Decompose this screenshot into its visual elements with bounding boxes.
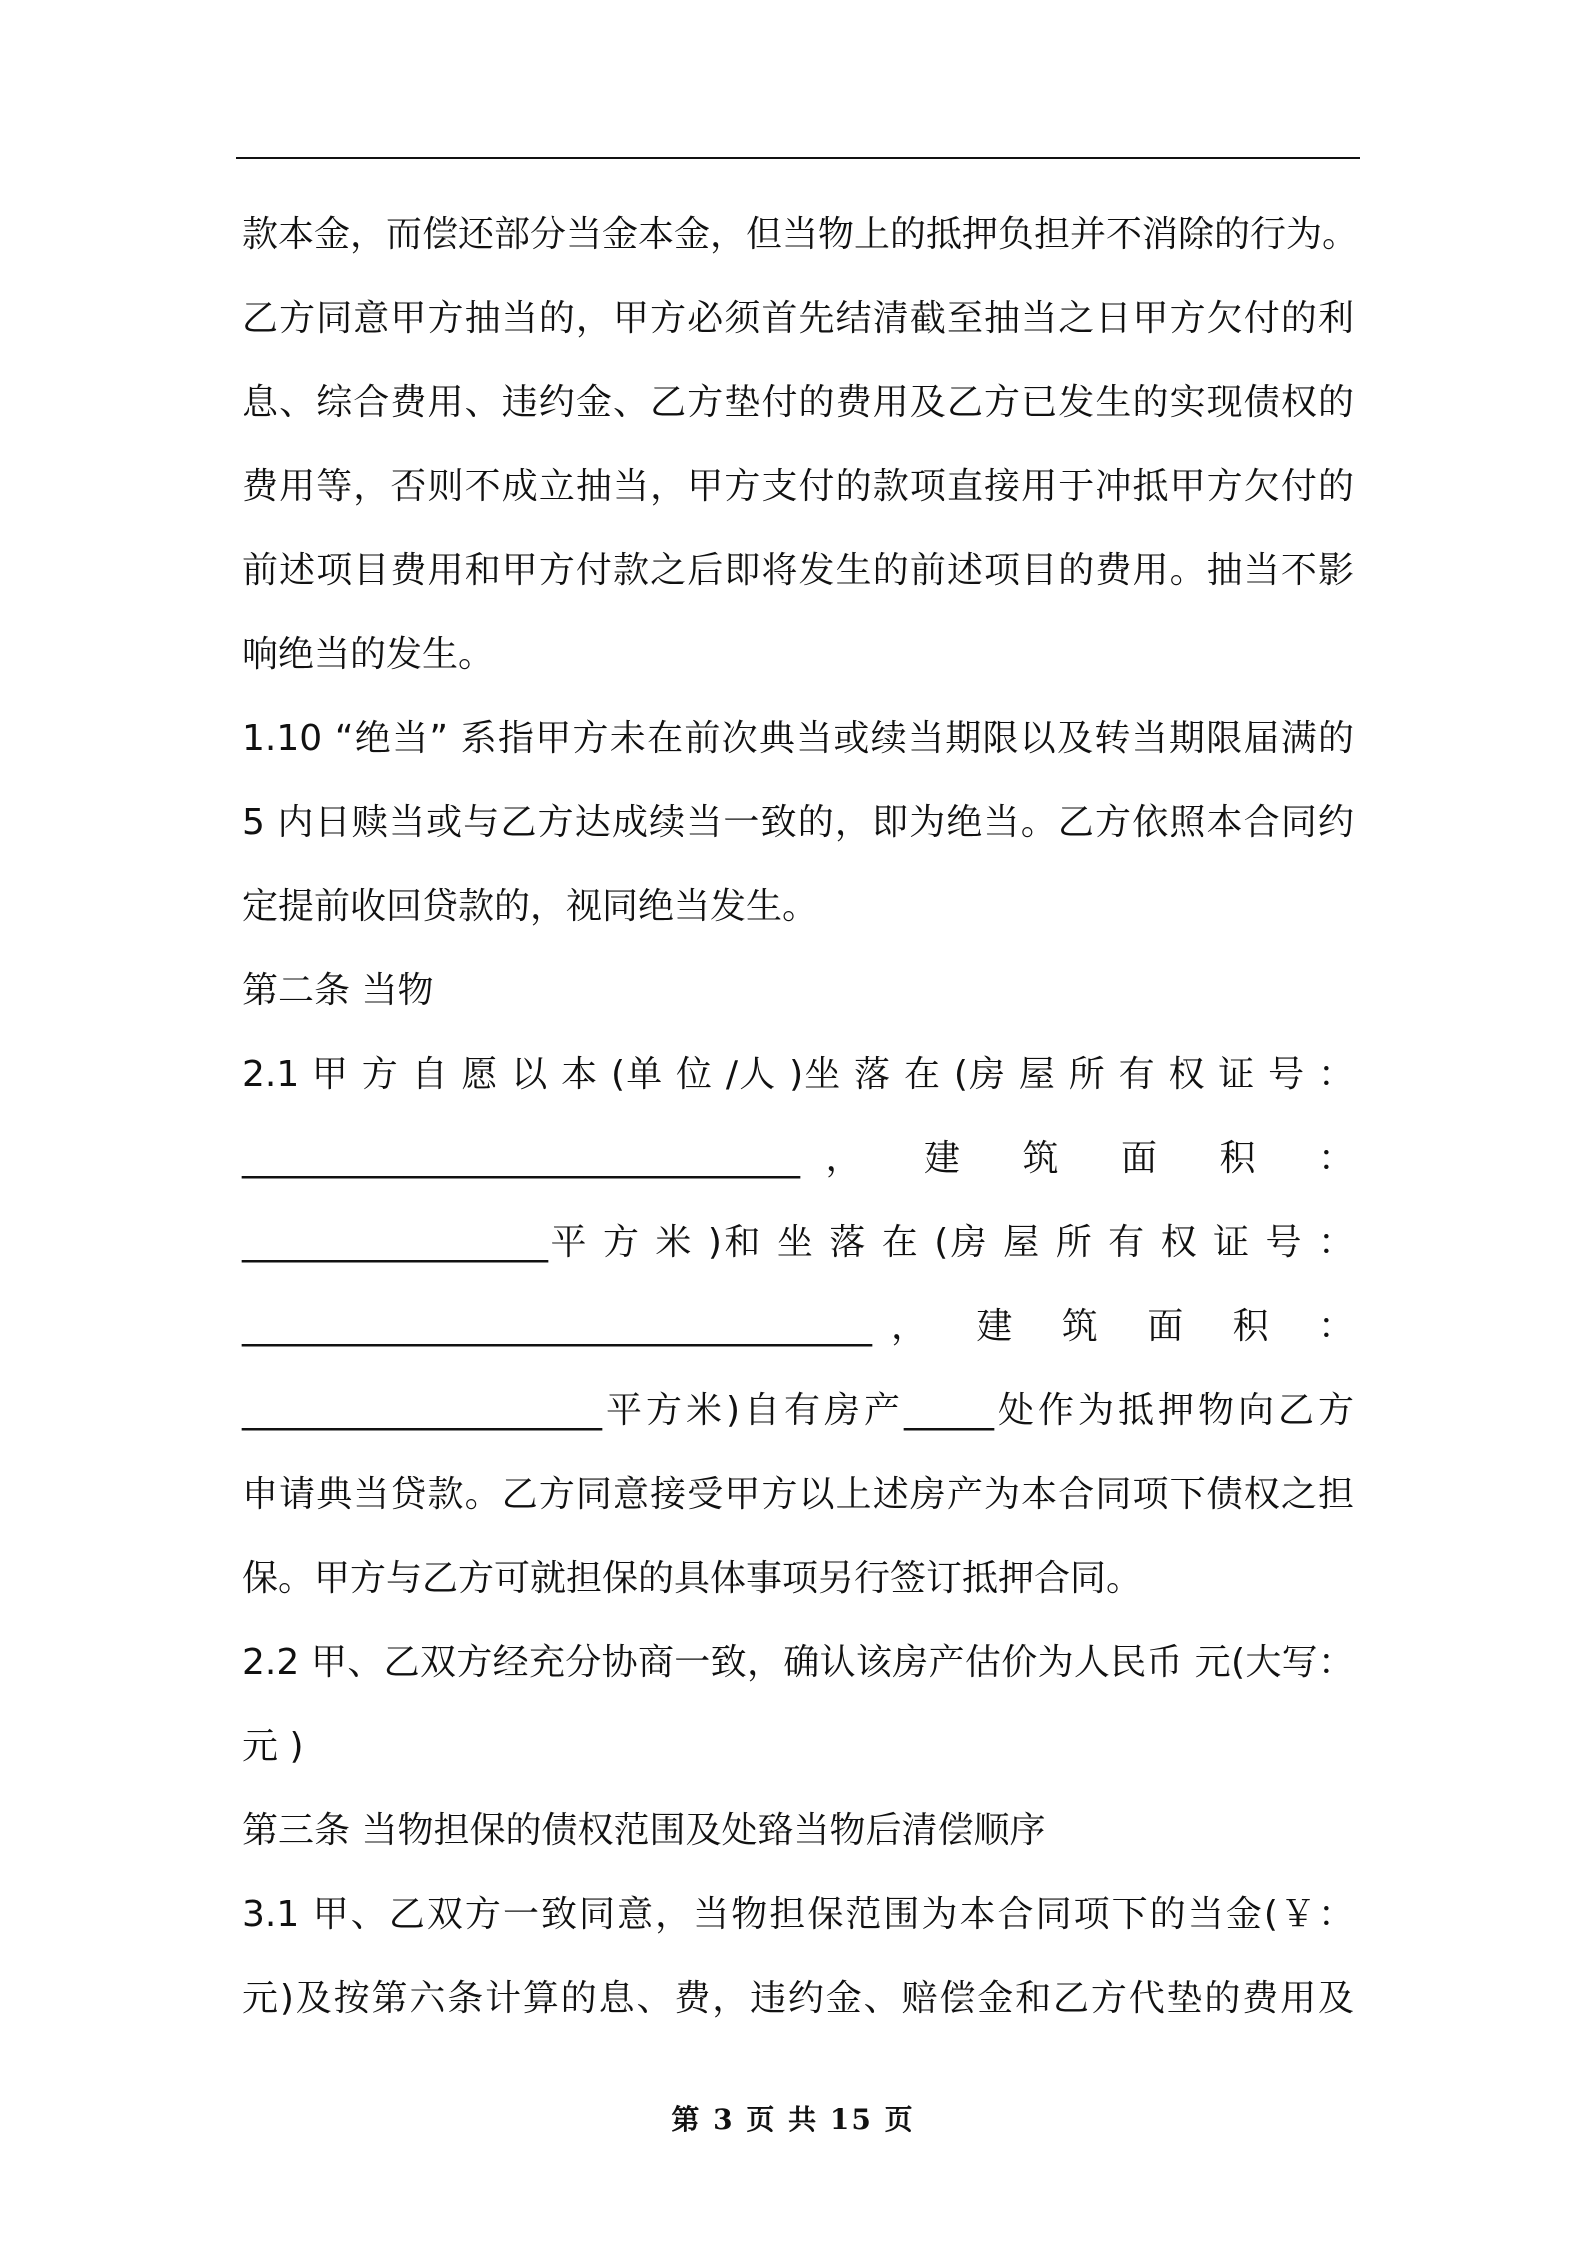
page-number-footer: 第 3 页 共 15 页 [671,2103,915,2136]
clause-1-10-line-1: 1.10 “绝当” 系指甲方未在前次典当或续当期限以及转当期限届满的 [242,718,1354,759]
article-3-heading: 第三条 当物担保的债权范围及处臵当物后清偿顺序 [242,1810,1046,1851]
clause-2-1-line-3: _________________平 方 米 )和 坐 落 在 (房 屋 所 有 权 证 号 ： [242,1222,1354,1263]
clause-2-1-line-4: ___________________________________， 建 筑 面 积 ： [242,1306,1354,1347]
text-line-3: 息、综合费用、违约金、乙方垫付的费用及乙方已发生的实现债权的 [242,382,1354,423]
clause-3-1-line-2: 元)及按第六条计算的息、费，违约金、赔偿金和乙方代垫的费用及 [242,1978,1354,2019]
text-line-4: 费用等，否则不成立抽当，甲方支付的款项直接用于冲抵甲方欠付的 [242,466,1354,507]
document-body [242,193,1359,2041]
clause-2-1-line-6: 申请典当贷款。乙方同意接受甲方以上述房产为本合同项下债权之担 [242,1474,1354,1515]
clause-2-2-line-1: 2.2 甲、乙双方经充分协商一致，确认该房产估价为人民币 元(大写： [242,1642,1354,1683]
clause-3-1-line-1: 3.1 甲、乙双方一致同意，当物担保范围为本合同项下的当金(￥： [242,1894,1354,1935]
text-line-2: 乙方同意甲方抽当的，甲方必须首先结清截至抽当之日甲方欠付的利 [242,298,1354,339]
clause-1-10-line-2: 5 内日赎当或与乙方达成续当一致的，即为绝当。乙方依照本合同约 [242,802,1354,843]
clause-2-1-line-5: ____________________平方米)自有房产_____处作为抵押物向乙方 [242,1390,1354,1431]
clause-2-1-line-1: 2.1 甲 方 自 愿 以 本 (单 位 /人 )坐 落 在 (房 屋 所 有 权 证 号 ： [242,1054,1354,1095]
text-line-5: 前述项目费用和甲方付款之后即将发生的前述项目的费用。抽当不影 [242,550,1354,591]
header-rule [236,157,1360,159]
text-line-6: 响绝当的发生。 [242,634,495,675]
clause-1-10-line-3: 定提前收回贷款的，视同绝当发生。 [242,886,819,927]
clause-2-1-line-2: _______________________________， 建 筑 面 积 ： [242,1138,1354,1179]
article-2-heading: 第二条 当物 [242,970,434,1011]
text-line-1: 款本金，而偿还部分当金本金，但当物上的抵押负担并不消除的行为。 [242,214,1359,255]
clause-2-1-line-7: 保。甲方与乙方可就担保的具体事项另行签订抵押合同。 [242,1558,1143,1599]
clause-2-2-line-2: 元 ) [242,1726,304,1767]
